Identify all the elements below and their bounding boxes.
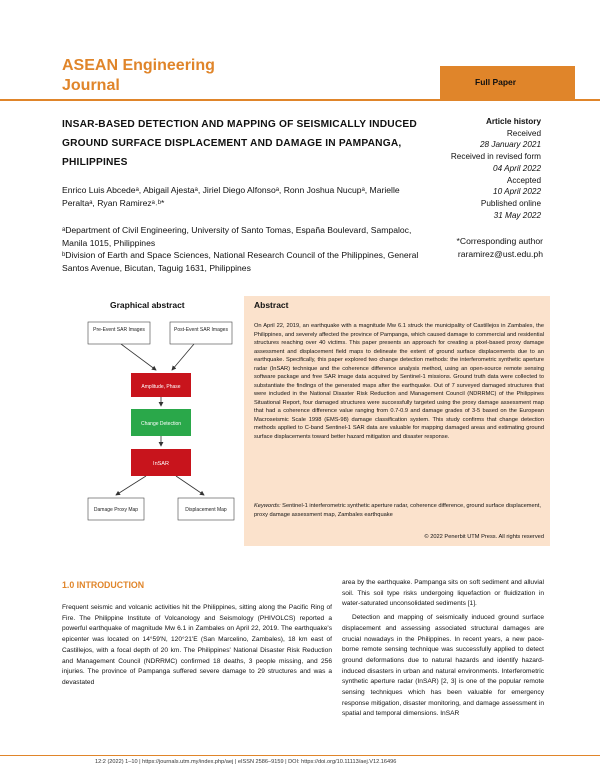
corresponding-author <box>430 235 543 260</box>
flow-arrow-pre <box>121 344 156 370</box>
abstract-heading: Abstract <box>254 300 289 310</box>
accepted-date: 10 April 2022 <box>493 187 541 197</box>
received-date: 28 January 2021 <box>480 140 541 150</box>
flow-arrow-damage <box>116 476 146 495</box>
paper-type-label: Full Paper <box>475 77 517 87</box>
abstract-text: On April 22, 2019, an earthquake with a magnitude Mw 6.1 struck the municipality of Castillejos in Zambales, the Philippines, and severely affected the province of Pampanga, which caused damage to commercial and residential structures reaching over 40 victims. This paper presents an approach for creating a pixel-based proxy damage assessment and displacement field maps to delineate the extent of ground surface displacements due to an earthquake. Specifically, this paper explored two change detection methods: the interferometric synthetic aperture radar (InSAR) technique and the coherence difference analysis method, using an open-source remote sensing software package and free SAR image data acquired by Sentinel-1 missions. Ground truth data were collected to substantiate the findings of the generated maps after the earthquake. Out of 7 surveyed damaged structures that were included in the National Disaster Risk Reduction and Management Council (NDRRMC) of the Philippines Situational Report, four damaged structures were successfully targeted using the proxy damage assessment map that had a coherence difference value ranging from 0.7-0.9 and damage grades of 3-5 based on the European Macroseismic Scale 1998 (EMS-98) damage classification system. This study confirms that change detection methods applied to C-band Sentinel-1 SAR data are valuable for mapping damaged areas and estimating ground surface displacements toward better hazard mitigation and disaster response. <box>254 323 544 440</box>
intro-paragraph-2: Detection and mapping of seismically induced ground surface displacement and assessing associated structural damages are crucial nowadays in the Philippines. In recent years, a new pace-borne remote sensing technique was successfully applied to detect ground deformations due to natural hazards and identify hazard-induced disasters in urban and natural environments. Interferometric synthetic aperture radar (InSAR) [2, 3] is one of the popular remote sensing techniques which has been valuable for emergency response mitigation, disaster monitoring, and damage assessment in spatial and temporal dimensions. InSAR <box>342 614 544 718</box>
journal-name-line2: Journal <box>62 77 120 94</box>
damage-map-label: Damage Proxy Map <box>93 507 139 513</box>
introduction-right-column <box>342 578 544 723</box>
published-date: 31 May 2022 <box>493 210 541 220</box>
introduction-left-column: Frequent seismic and volcanic activities hit the Philippines, sitting along the Pacific Ring of Fire. The Philippine Institute of Volcanology and Seismology (PHIVOLCS) reported a powerful earthquake of magnitude Mw 6.1 in Zambales on April 22, 2019. The earthquake's epicenter was located on 14°59'N, 120°21'E (San Marcelino, Zambales), 18 km east of Castillejos, with a focal depth of 20 km. The Philippines' National Disaster Risk Reduction and Management Council (NDRRMC) confirmed 18 deaths, 3 people missing, and 256 injuries. The province of Pampanga suffered severe damage to 29 structures and was a devastated <box>62 604 332 686</box>
flow-arrow-displacement <box>176 476 204 495</box>
flow-arrow-post <box>172 344 194 370</box>
insar-label: InSAR <box>153 461 169 467</box>
keywords-label: Keywords: <box>254 503 281 509</box>
author-list: Enrico Luis Abcedeᵃ, Abigail Ajestaᵃ, Jiriel Diego Alfonsoᵃ, Ronn Joshua Nucupᵃ, Marielle Peraltaᵃ, Ryan Ramirezᵃ˒ᵇ* <box>62 185 400 208</box>
revised-date: 04 April 2022 <box>493 163 541 173</box>
graphical-abstract-flowchart <box>86 318 236 523</box>
displacement-map-label: Displacement Map <box>185 507 227 513</box>
journal-name-line1: ASEAN Engineering <box>62 57 215 74</box>
amplitude-phase-label: Amplitude, Phase <box>141 384 181 390</box>
accepted-label: Accepted <box>506 175 541 185</box>
page-footer: 12:2 (2022) 1–10 | https://journals.utm.my/index.php/aej | eISSN 2586–9159 | DOI: https://doi.org/10.11113/aej.V12.16496 <box>95 759 397 765</box>
pre-sar-box <box>88 322 150 344</box>
keywords-text: Sentinel-1 interferometric synthetic aperture radar, coherence difference, ground surface displacement, proxy damage assessment map, Zambales earthquake <box>254 503 541 518</box>
affiliations <box>62 224 422 274</box>
keywords <box>254 502 544 519</box>
post-sar-label: Post-Event SAR Images <box>174 327 228 333</box>
article-history-heading: Article history <box>485 117 541 126</box>
corresponding-label: *Corresponding author <box>456 236 543 246</box>
section-heading-introduction: 1.0 INTRODUCTION <box>62 580 145 590</box>
journal-name <box>62 56 262 96</box>
received-label: Received <box>506 128 541 138</box>
revised-label: Received in revised form <box>450 152 541 162</box>
copyright-notice: © 2022 Penerbit UTM Press. All rights reserved <box>424 534 544 540</box>
footer-rule <box>0 755 600 756</box>
article-history <box>430 116 541 221</box>
change-detection-label: Change Detection <box>140 421 182 427</box>
paper-type-badge <box>440 66 575 99</box>
pre-sar-label: Pre-Event SAR Images <box>93 327 145 333</box>
corresponding-email[interactable]: raramirez@ust.edu.ph <box>457 248 543 259</box>
published-label: Published online <box>480 198 541 208</box>
intro-paragraph-1: area by the earthquake. Pampanga sits on soft sediment and alluvial soil. This soil type risks undergoing liquefaction or fluidization in water-saturated unconsolidated sediments [1]. <box>342 579 544 608</box>
header-rule <box>0 99 600 101</box>
affiliation-a: ᵃDepartment of Civil Engineering, University of Santo Tomas, España Boulevard, Sampaloc, Manila 1015, Philippines <box>62 225 412 248</box>
graphical-abstract-heading: Graphical abstract <box>110 300 185 310</box>
paper-title: INSAR-BASED DETECTION AND MAPPING OF SEISMICALLY INDUCED GROUND SURFACE DISPLACEMENT AND DAMAGE IN PAMPANGA, PHILIPPINES <box>62 119 417 168</box>
post-sar-box <box>170 322 232 344</box>
affiliation-b: ᵇDivision of Earth and Space Sciences, National Research Council of the Philippines, General Santos Avenue, Bicutan, Taguig 1631, Philippines <box>62 250 419 273</box>
